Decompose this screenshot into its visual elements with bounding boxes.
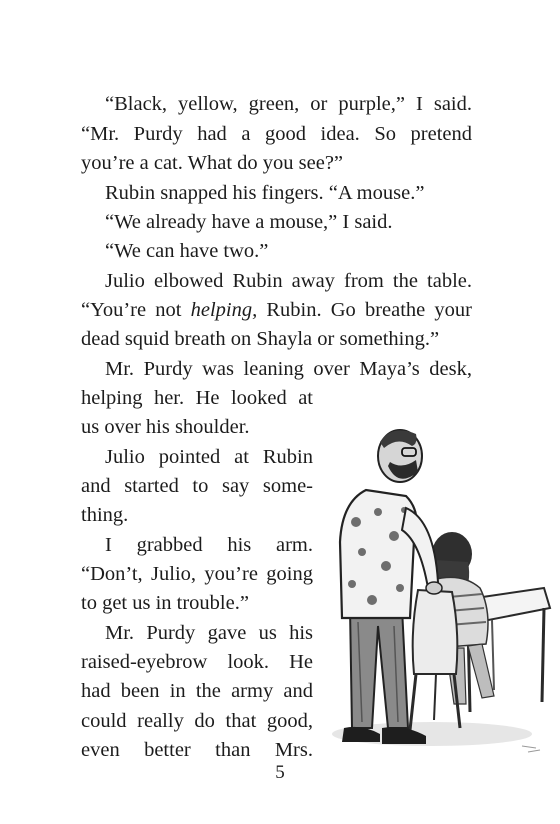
- text-line: “Don’t, Julio, you’re going: [81, 563, 313, 585]
- text-line: dead squid breath on Shayla or something.”: [81, 328, 440, 350]
- text-line: and started to say some-: [81, 475, 313, 497]
- text-line: Mr. Purdy gave us his: [105, 622, 313, 644]
- ink-drawing-teacher-helping-student-icon: [322, 412, 560, 772]
- text-line: I grabbed his arm.: [105, 534, 313, 556]
- text-line: Julio elbowed Rubin away from the table.: [105, 270, 472, 292]
- text-line: Julio pointed at Rubin: [105, 446, 313, 468]
- text-line: helping her. He looked at: [81, 387, 313, 409]
- text-line: “We already have a mouse,” I said.: [105, 211, 393, 233]
- text-line: “We can have two.”: [105, 240, 269, 262]
- text-line: could really do that good,: [81, 710, 313, 732]
- text-line: “Mr. Purdy had a good idea. So pretend: [81, 123, 472, 145]
- text-line: Mr. Purdy was leaning over Maya’s desk,: [105, 358, 472, 380]
- text-line: Rubin snapped his fingers. “A mouse.”: [105, 182, 425, 204]
- text-line: us over his shoulder.: [81, 416, 250, 438]
- text-line: you’re a cat. What do you see?”: [81, 152, 344, 174]
- text-line: had been in the army and: [81, 680, 313, 702]
- text-line: even better than Mrs.: [81, 739, 313, 761]
- text-line: to get us in trouble.”: [81, 592, 249, 614]
- text-line: “Black, yellow, green, or purple,” I said.: [105, 93, 472, 115]
- text-line: “You’re not helping, Rubin. Go breathe your: [81, 299, 472, 321]
- text-line: thing.: [81, 504, 129, 526]
- emphasized-word: helping,: [190, 299, 258, 321]
- page-number: 5: [275, 762, 285, 783]
- text-line: raised-eyebrow look. He: [81, 651, 313, 673]
